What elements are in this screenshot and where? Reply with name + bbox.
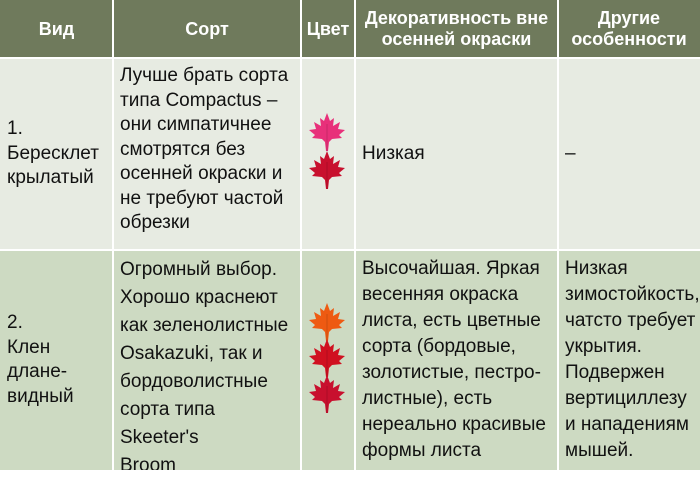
header-other <box>558 0 700 58</box>
row2-variety-line: Broom <box>120 455 176 470</box>
column-divider <box>300 0 302 470</box>
row2-decor-line: листа, есть цветные <box>362 310 541 331</box>
row1-variety <box>113 58 301 250</box>
row1-species-line: Бересклет <box>7 142 99 164</box>
row2-other-line: Низкая <box>565 258 628 279</box>
header-color <box>301 0 355 58</box>
row2-other-line: мышей. <box>565 440 634 461</box>
row1-decor-line: Низкая <box>362 142 425 164</box>
header-other-line1: Другие <box>597 8 661 28</box>
row1-variety-line: типа Compactus – <box>120 89 278 111</box>
row2-species-line: видный <box>7 385 74 407</box>
row2-variety-line: как зеленолистные <box>120 315 289 336</box>
row-divider <box>0 57 700 59</box>
row2-decor-line: листные), есть <box>362 388 493 409</box>
row1-variety-line: смотрятся без <box>120 138 246 160</box>
row2-species-line: дланe- <box>7 361 68 382</box>
header-variety-label: Сорт <box>185 18 229 39</box>
maple-leaf-icon <box>307 374 347 414</box>
row-divider <box>0 249 700 251</box>
row2-decor-line: нереально красивые <box>362 414 546 435</box>
row2-decor-line: сорта (бордовые, <box>362 336 516 357</box>
row2-other-line: зимостойкость, <box>565 284 700 305</box>
row2-species-line: Клен <box>7 336 51 358</box>
row1-variety-line: обрезки <box>120 212 190 233</box>
row2-decor-line: формы листа <box>362 440 482 461</box>
maple-leaf-icon <box>307 150 347 190</box>
row1-decor <box>355 58 558 250</box>
row2-other-line: вертициллезу <box>565 388 687 409</box>
row2-color <box>301 250 355 470</box>
row1-species-line: крылатый <box>7 167 94 189</box>
header-decor-line1: Декоративность вне <box>364 8 549 28</box>
row2-variety-line: Osakazuki, так и <box>120 343 263 364</box>
row1-color <box>301 58 355 250</box>
row1-other-line: – <box>565 142 576 164</box>
maple-leaf-icon <box>307 338 347 378</box>
header-species-label: Вид <box>38 18 75 39</box>
header-color-label: Цвет <box>306 18 350 39</box>
row2-species-line: 2. <box>7 312 23 333</box>
row1-variety-line: Лучше брать сорта <box>120 65 289 86</box>
maple-leaf-icon <box>307 302 347 342</box>
header-variety <box>113 0 301 58</box>
row2-decor-line: золотистые, пестро- <box>362 362 541 383</box>
row2-other <box>558 250 700 470</box>
maple-leaf-icon <box>307 112 347 152</box>
row2-variety-line: Хорошо краснеют <box>120 287 278 308</box>
row2-variety <box>113 250 301 470</box>
header-decor <box>355 0 558 58</box>
column-divider <box>557 0 559 470</box>
row2-other-line: укрытия. <box>565 336 642 357</box>
row2-decor-line: Высочайшая. Яркая <box>362 258 540 279</box>
row1-variety-line: осенней окраски и <box>120 163 283 184</box>
row1-variety-line: не требуют частой <box>120 187 284 209</box>
row1-other <box>558 58 700 250</box>
column-divider <box>354 0 356 470</box>
header-decor-line2: осенней окраски <box>381 29 532 49</box>
row2-other-line: и нападениям <box>565 414 689 435</box>
row2-other-line: чатсто требует <box>565 310 696 331</box>
row1-species-line: 1. <box>7 118 23 140</box>
column-divider <box>112 0 114 470</box>
row1-variety-line: они симпатичнее <box>120 114 272 135</box>
row2-decor <box>355 250 558 470</box>
row1-species <box>0 58 113 250</box>
row2-variety-line: бордоволистные <box>120 371 268 392</box>
row2-variety-line: сорта типа Skeeter's <box>120 399 215 448</box>
row2-other-line: Подвержен <box>565 362 665 383</box>
header-other-line2: особенности <box>571 29 687 49</box>
header-species <box>0 0 113 58</box>
row2-variety-line: Огромный выбор. <box>120 259 277 280</box>
row2-decor-line: весенняя окраска <box>362 284 519 305</box>
row2-species <box>0 250 113 470</box>
